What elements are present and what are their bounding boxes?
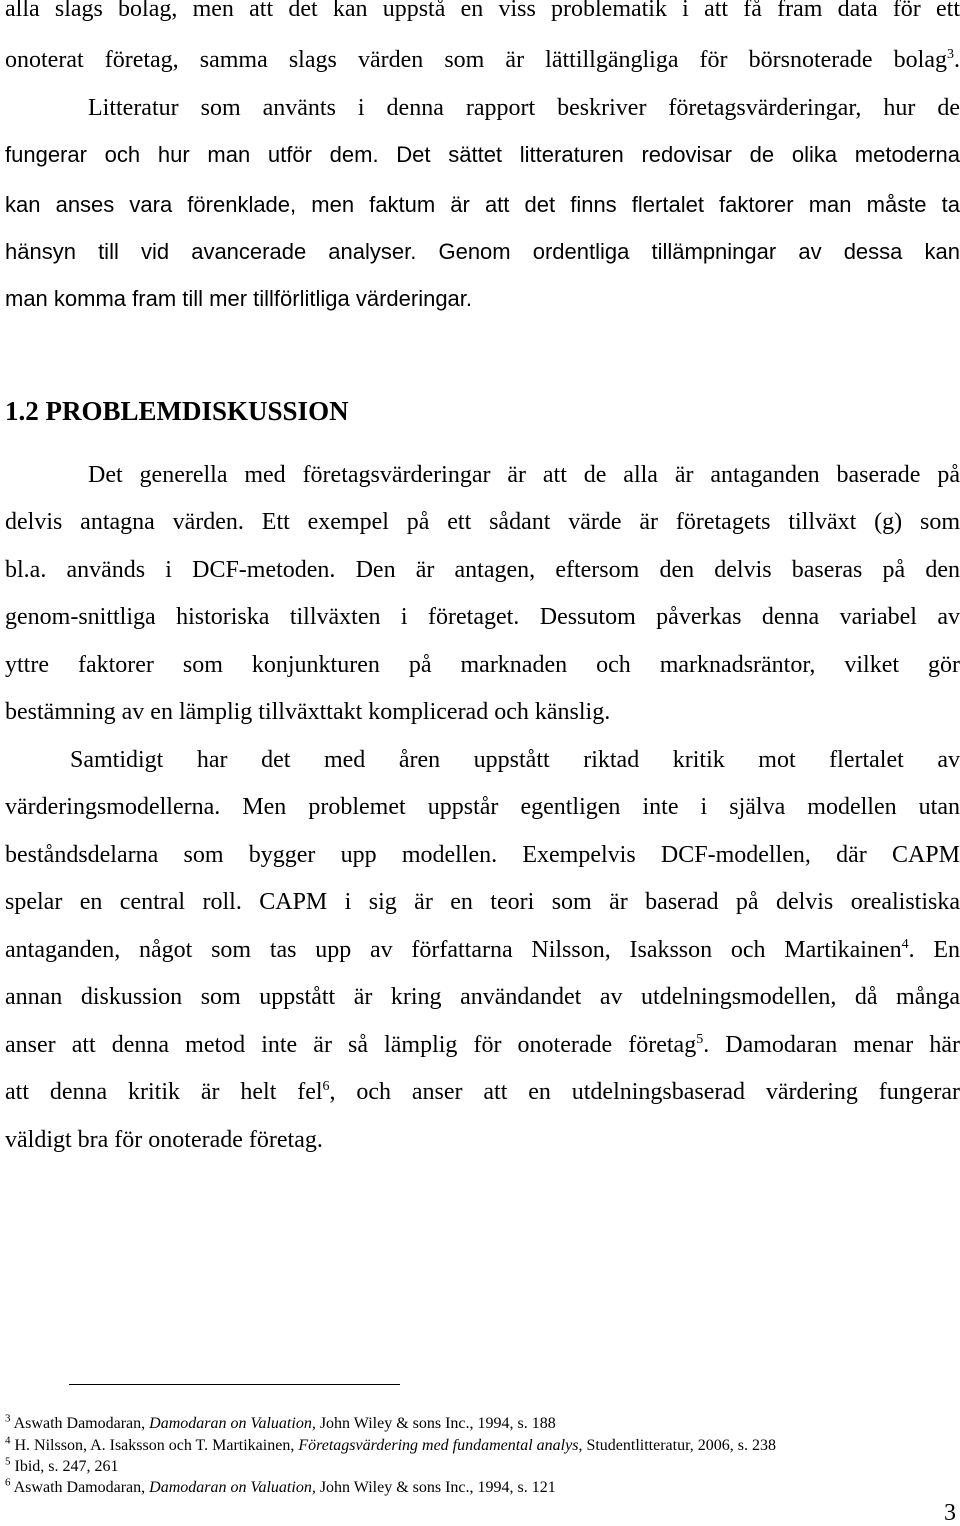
body-line: beståndsdelarna som bygger upp modellen. Exempelvis DCF-modellen, där CAPM <box>5 842 960 868</box>
body-line: fungerar och hur man utför dem. Det sättet litteraturen redovisar de olika metoderna <box>5 142 960 167</box>
footnote-separator <box>69 1384 400 1385</box>
body-line: spelar en central roll. CAPM i sig är en teori som är baserad på delvis orealistiska <box>5 889 960 915</box>
footnote-ref: 6 <box>322 1079 330 1094</box>
section-heading: 1.2 PROBLEMDISKUSSION <box>5 396 349 426</box>
body-line: värderingsmodellerna. Men problemet uppstår egentligen inte i själva modellen utan <box>5 794 960 820</box>
footnote: $^5$ Ibid, s. 247, 261 <box>5 1455 119 1475</box>
body-line: kan anses vara förenklade, men faktum är att det finns flertalet faktorer man måste ta <box>5 192 960 217</box>
body-line: genom-snittliga historiska tillväxten i företaget. Dessutom påverkas denna variabel av <box>5 604 960 630</box>
body-line: delvis antagna värden. Ett exempel på ett sådant värde är företagets tillväxt (g) som <box>5 509 960 535</box>
body-line: hänsyn till vid avancerade analyser. Genom ordentliga tillämpningar av dessa kan <box>5 239 960 264</box>
body-line: väldigt bra för onoterade företag. <box>5 1127 323 1153</box>
footnote: $^4$ H. Nilsson, A. Isaksson och T. Martikainen, Företagsvärdering med fundamental analys, Studentlitteratur, 2006, s. 238 <box>5 1434 776 1454</box>
body-line: Det generella med företagsvärderingar är att de alla är antaganden baserade på <box>88 462 960 488</box>
body-line: annan diskussion som uppstått är kring användandet av utdelningsmodellen, då många <box>5 984 960 1010</box>
body-line: Samtidigt har det med åren uppstått riktad kritik mot flertalet av <box>70 747 960 773</box>
footnote-ref: 5 <box>696 1032 704 1047</box>
footnote: $^3$ Aswath Damodaran, Damodaran on Valuation, John Wiley & sons Inc., 1994, s. 188 <box>5 1412 556 1432</box>
body-line: man komma fram till mer tillförlitliga värderingar. <box>5 286 473 311</box>
footnote-ref: 3 <box>947 47 954 62</box>
body-line: bl.a. används i DCF-metoden. Den är antagen, eftersom den delvis baseras på den <box>5 557 960 583</box>
body-line: Litteratur som använts i denna rapport beskriver företagsvärderingar, hur de <box>88 95 960 121</box>
footnote: $^6$ Aswath Damodaran, Damodaran on Valuation, John Wiley & sons Inc., 1994, s. 121 <box>5 1476 556 1496</box>
page-number: 3 <box>944 1500 956 1526</box>
body-line: alla slags bolag, men att det kan uppstå en viss problematik i att få fram data för ett <box>5 0 960 22</box>
body-line: att denna kritik är helt fel$^6$, och anser att en utdelningsbaserad värdering fungerar <box>5 1079 960 1105</box>
footnote-ref: 4 <box>901 937 909 952</box>
body-line: antaganden, något som tas upp av författarna Nilsson, Isaksson och Martikainen$^4$. En <box>5 937 960 963</box>
body-line: anser att denna metod inte är så lämplig för onoterade företag$^5$. Damodaran menar här <box>5 1032 960 1058</box>
body-line: yttre faktorer som konjunkturen på marknaden och marknadsräntor, vilket gör <box>5 652 960 678</box>
body-line: onoterat företag, samma slags värden som är lättillgängliga för börsnoterade bolag$^3$. <box>5 47 960 73</box>
body-line: bestämning av en lämplig tillväxttakt komplicerad och känslig. <box>5 699 611 725</box>
